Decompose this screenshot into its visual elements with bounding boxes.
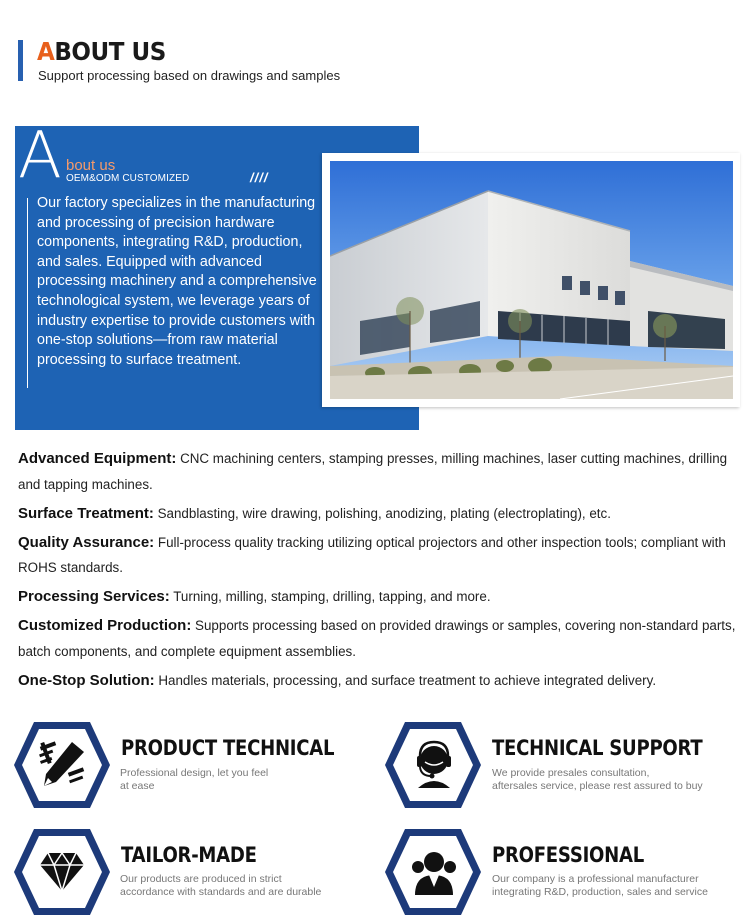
badge-title: PRODUCT TECHNICAL — [121, 736, 335, 760]
badge-title: TECHNICAL SUPPORT — [492, 736, 703, 760]
feature-item — [18, 584, 738, 610]
feature-text: CNC machining centers, stamping presses, milling machines, laser cutting machines, drilling and tapping machines. — [18, 451, 728, 492]
feature-label: Surface Treatment: — [18, 504, 154, 522]
feature-text: Sandblasting, wire drawing, polishing, anodizing, plating (electroplating), etc. — [153, 505, 611, 521]
factory-building-photo — [330, 161, 733, 399]
page-subtitle: Support processing based on drawings and samples — [38, 68, 341, 83]
badge-description-line: Professional design, let you feel — [120, 767, 269, 779]
badge-title: PROFESSIONAL — [492, 843, 644, 867]
feature-text: Handles materials, processing, and surface treatment to achieve integrated delivery. — [154, 672, 657, 688]
badge-description-line: Our products are produced in strict — [120, 873, 282, 885]
about-tagline: OEM&ODM CUSTOMIZED — [66, 173, 190, 184]
badge-tailor-made — [12, 827, 352, 917]
pencil-icon — [36, 738, 90, 792]
badge-technical-support — [383, 720, 743, 810]
feature-item — [18, 668, 738, 694]
feature-item — [18, 530, 738, 581]
feature-text: Full-process quality tracking utilizing optical projectors and other inspection tools; compliant with ROHS standards. — [18, 534, 726, 575]
about-heading: bout us — [66, 157, 116, 174]
badge-description — [120, 767, 360, 793]
badge-product-technical — [12, 720, 342, 810]
feature-text: Turning, milling, stamping, drilling, tapping, and more. — [169, 589, 491, 604]
feature-label: One-Stop Solution: — [18, 671, 155, 689]
feature-label: Quality Assurance: — [18, 533, 155, 551]
badge-description-line: accordance with standards and are durable — [120, 886, 322, 898]
diamond-icon — [38, 851, 86, 893]
headset-icon — [409, 738, 459, 792]
badge-description-line: at ease — [120, 780, 155, 792]
page-title — [37, 38, 166, 66]
feature-label: Processing Services: — [18, 588, 170, 605]
about-divider-line — [27, 198, 28, 388]
feature-item — [18, 446, 738, 497]
feature-list — [18, 446, 738, 697]
about-big-letter: A — [18, 119, 62, 193]
badge-description — [492, 767, 732, 793]
decorative-slashes: //// — [250, 170, 269, 185]
user-group-icon — [409, 847, 459, 897]
feature-item — [18, 613, 738, 664]
badge-description — [120, 873, 360, 899]
feature-text: Supports processing based on provided drawings or samples, covering non-standard parts, batch components, and complete equipment assemblies. — [18, 618, 736, 659]
badge-title: TAILOR-MADE — [121, 843, 257, 867]
badge-description-line: integrating R&D, production, sales and service — [492, 886, 708, 898]
badge-description-line: aftersales service, please rest assured to buy — [492, 780, 703, 792]
feature-item — [18, 501, 738, 527]
feature-label: Customized Production: — [18, 617, 192, 634]
about-paragraph: Our factory specializes in the manufacturing and processing of precision hardware components, integrating R&D, production, and sales. Equipped with advanced processing machinery and a comprehensive technological system, we leverage years of industry expertise to provide customers with one-stop solutions—from raw material processing to surface treatment. — [37, 195, 317, 368]
badge-description-line: Our company is a professional manufacturer — [492, 873, 699, 885]
badge-description — [492, 873, 732, 899]
feature-label: Advanced Equipment: — [18, 450, 177, 467]
header-accent-bar — [18, 40, 23, 81]
badge-description-line: We provide presales consultation, — [492, 767, 650, 779]
page-title-first-letter: A — [37, 37, 55, 66]
badge-professional — [383, 827, 743, 917]
page-title-rest: BOUT US — [54, 37, 166, 66]
